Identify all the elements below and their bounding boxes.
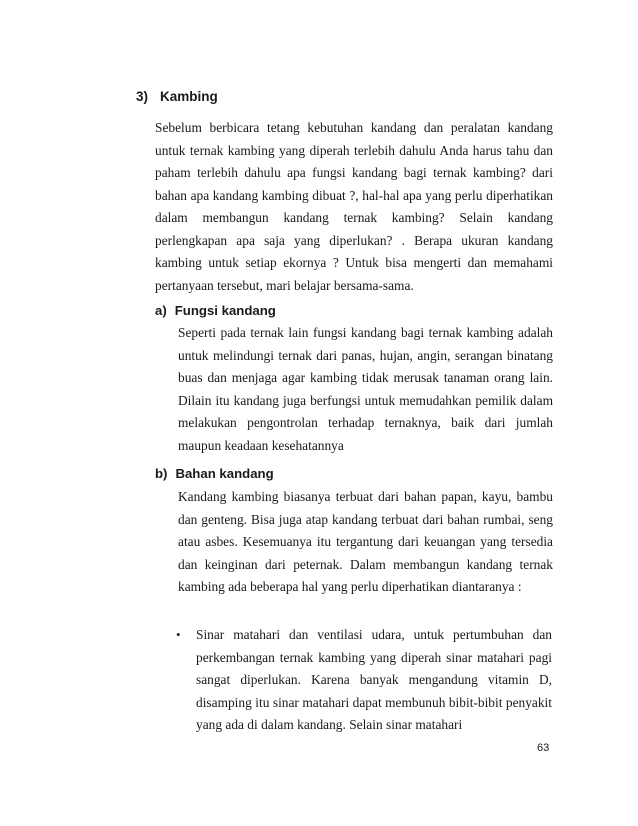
bullet-item <box>176 624 556 737</box>
section-title: Kambing <box>160 89 218 104</box>
bullet-text: Sinar matahari dan ventilasi udara, untuk pertumbuhan dan perkembangan ternak kambing yang diperah sinar matahari pagi sangat diperlukan. Karena banyak mengandung vitamin D, disamping itu sinar matahari dapat membunuh bibit-bibit penyakit yang ada di dalam kandang. Selain sinar matahari <box>196 627 552 732</box>
subsection-b-title: Bahan kandang <box>175 466 274 481</box>
section-number: 3) <box>136 89 149 104</box>
subsection-a-heading <box>155 303 276 318</box>
subsection-a-paragraph: Seperti pada ternak lain fungsi kandang bagi ternak kambing adalah untuk melindungi ternak dari panas, hujan, angin, serangan binatang buas dan menjaga agar kambing tidak merusak tanaman orang lain. Dilain itu kandang juga berfungsi untuk memudahkan pemilik dalam melakukan pengontrolan terhadap ternaknya, baik dari jumlah maupun keadaan kesehatannya <box>178 325 553 453</box>
subsection-a-title: Fungsi kandang <box>174 303 276 318</box>
bullet-marker: • <box>176 627 181 642</box>
section-heading <box>136 89 218 104</box>
subsection-b-letter: b) <box>155 466 168 481</box>
subsection-a-letter: a) <box>155 303 167 318</box>
subsection-b-heading <box>155 466 274 481</box>
page-number: 63 <box>537 742 550 754</box>
subsection-b-paragraph: Kandang kambing biasanya terbuat dari bahan papan, kayu, bambu dan genteng. Bisa juga atap kandang terbuat dari bahan rumbai, seng atau asbes. Kesemuanya itu tergantung dari keuangan yang tersedia dan keinginan dari peternak. Dalam membangun kandang ternak kambing ada beberapa hal yang perlu diperhatikan diantaranya : <box>178 489 553 594</box>
intro-paragraph: Sebelum berbicara tetang kebutuhan kandang dan peralatan kandang untuk ternak kambing yang diperah terlebih dahulu Anda harus tahu dan paham terlebih dahulu apa fungsi kandang bagi ternak kambing? dari bahan apa kandang kambing dibuat ?, hal-hal apa yang perlu diperhatikan dalam membangun kandang ternak kambing? Selain kandang perlengkapan apa saja yang diperlukan? . Berapa ukuran kandang kambing untuk setiap ekornya ? Untuk bisa mengerti dan memahami pertanyaan tersebut, mari belajar bersama-sama. <box>155 120 553 293</box>
